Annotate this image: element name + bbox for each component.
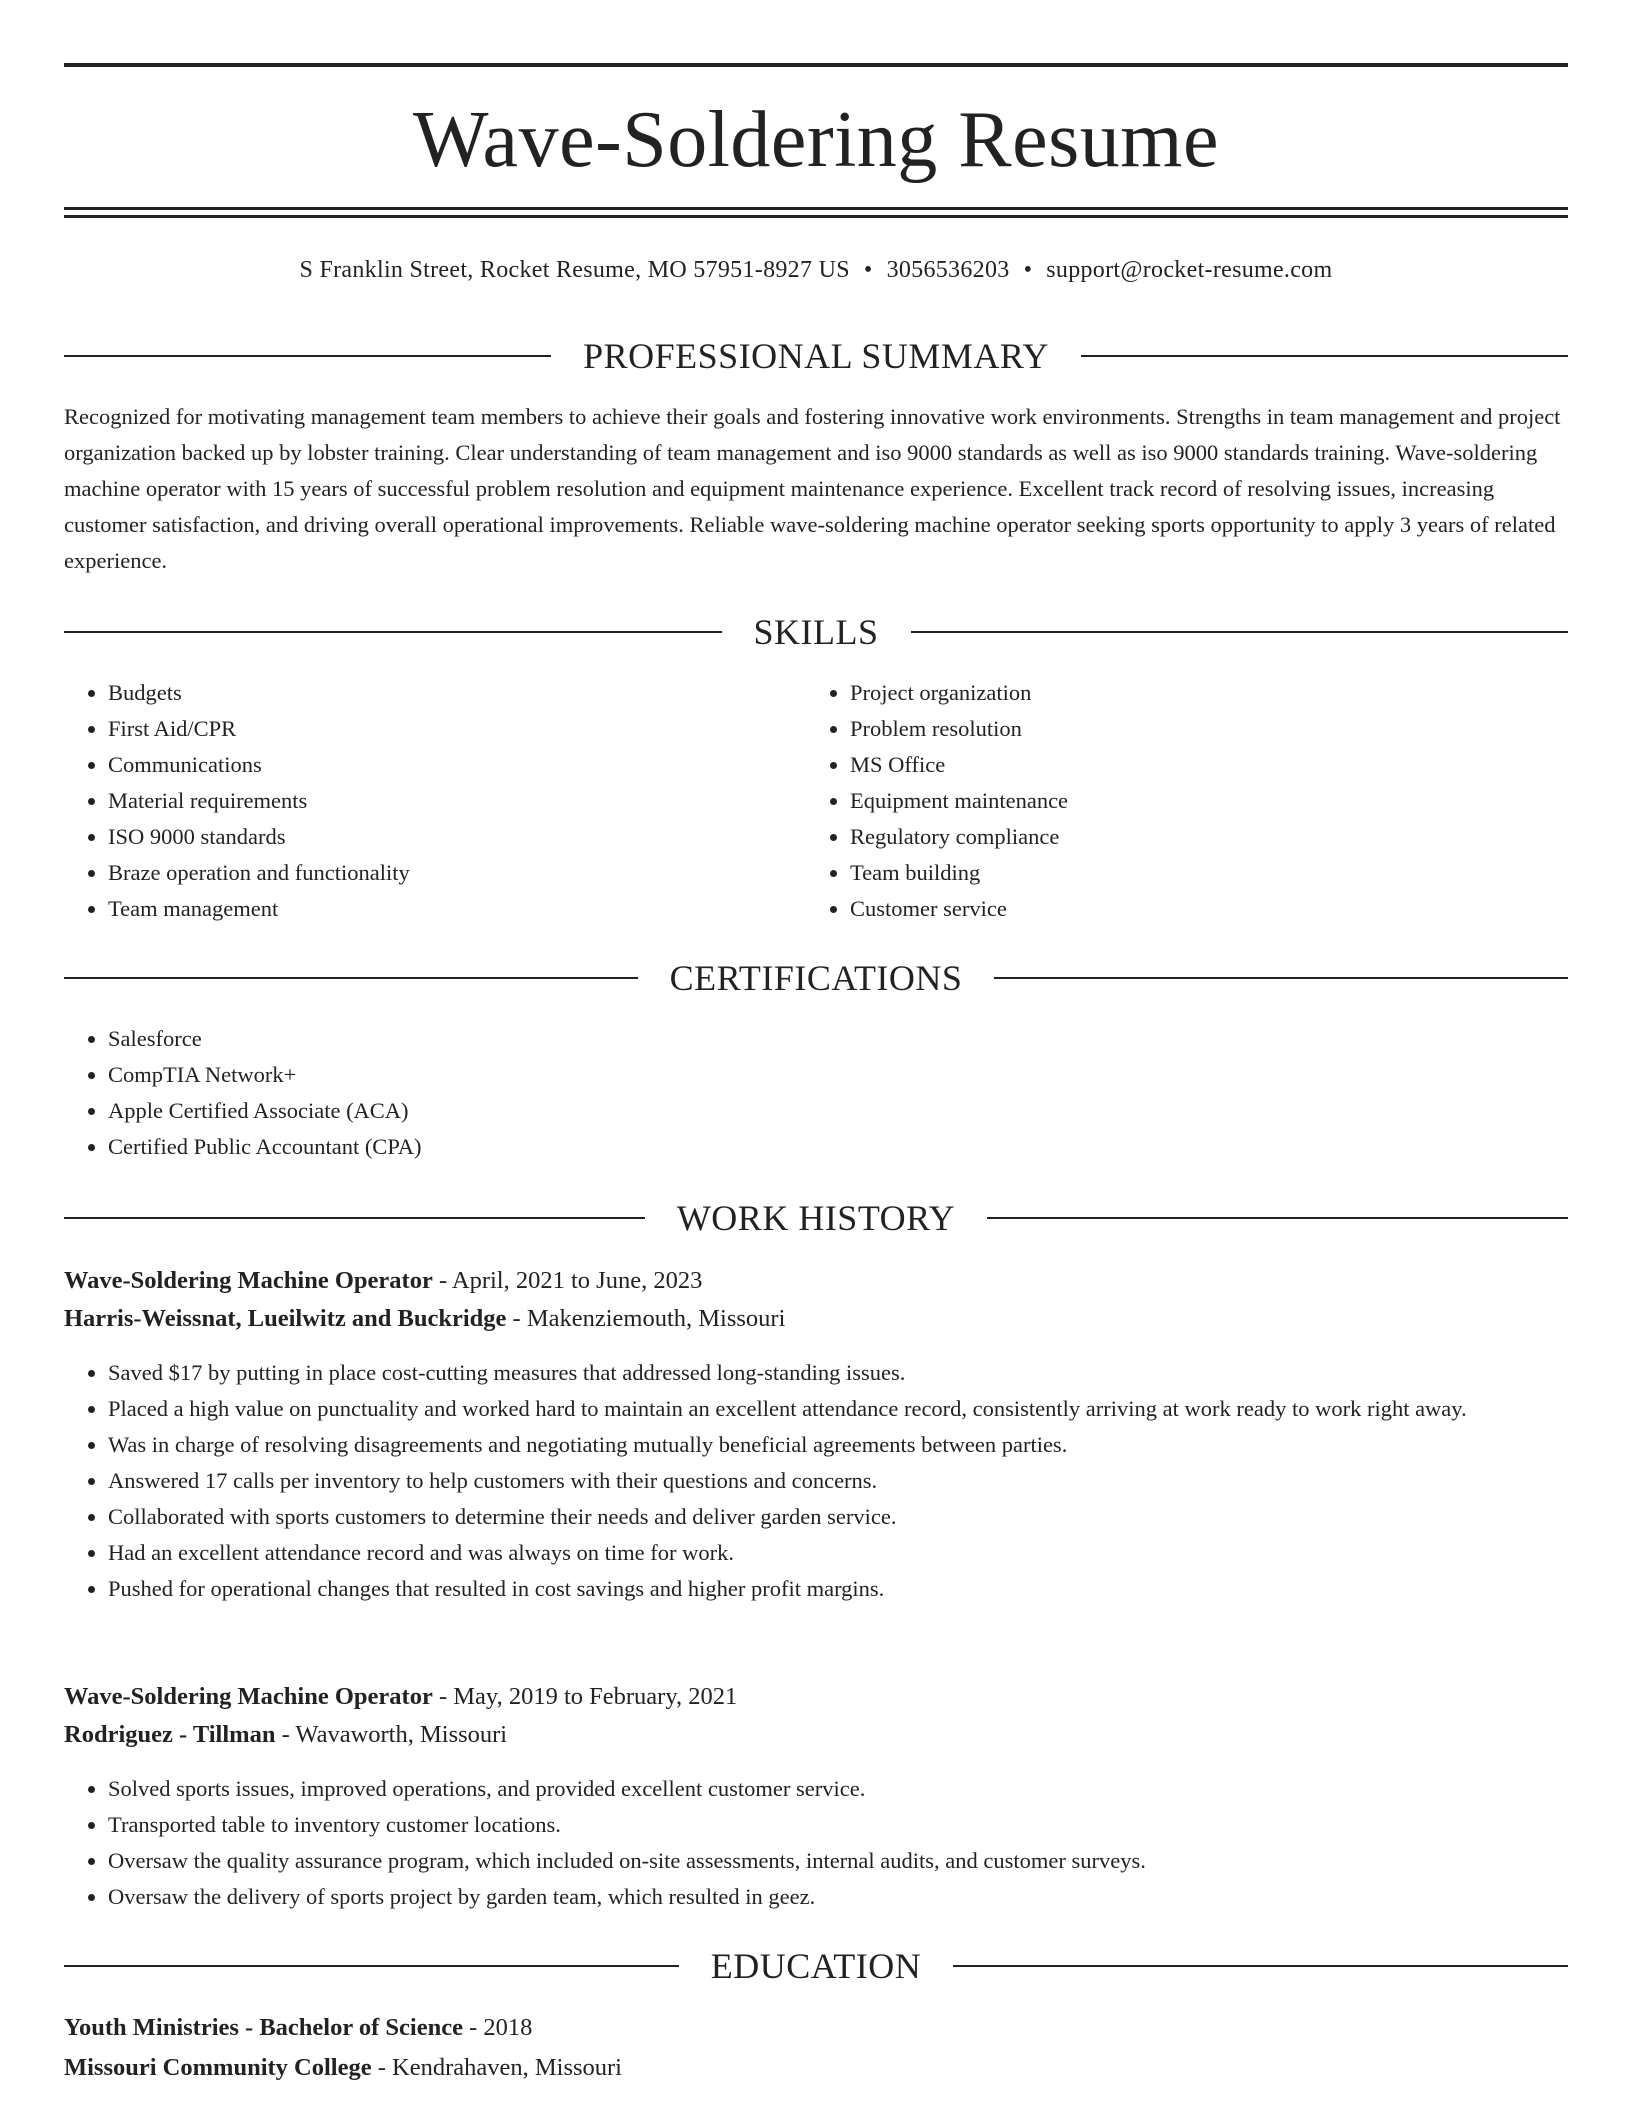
heading-rule-right	[953, 1965, 1568, 1967]
contact-separator: •	[1023, 257, 1033, 283]
education-degree: Youth Ministries - Bachelor of Science	[64, 2014, 463, 2041]
certification-item: • Salesforce	[108, 1021, 1568, 1057]
contact-phone: 3056536203	[886, 257, 1010, 283]
skill-item: • Problem resolution	[850, 711, 1550, 747]
section-heading-education	[64, 1944, 1568, 1988]
job-title: Wave-Soldering Machine Operator	[64, 1683, 433, 1710]
job-bullet: • Transported table to inventory customer locations.	[108, 1807, 1568, 1843]
job-title-line: Wave-Soldering Machine Operator - May, 2019 to February, 2021	[64, 1683, 738, 1710]
job-bullets	[64, 1771, 1568, 1915]
education-location: Kendrahaven, Missouri	[392, 2054, 622, 2081]
skill-item: • Budgets	[108, 675, 808, 711]
heading-rule-left	[64, 977, 638, 979]
skill-item: • Braze operation and functionality	[108, 855, 808, 891]
skill-item: • Team building	[850, 855, 1550, 891]
section-heading-certifications	[64, 956, 1568, 1000]
skill-item: • Regulatory compliance	[850, 819, 1550, 855]
job-bullet: • Oversaw the quality assurance program, which included on-site assessments, internal audits, and customer surveys.	[108, 1843, 1568, 1879]
contact-line	[64, 252, 1568, 288]
section-heading-work	[64, 1196, 1568, 1240]
summary-heading: PROFESSIONAL SUMMARY	[583, 336, 1049, 376]
section-heading-skills	[64, 610, 1568, 654]
skill-item: • Project organization	[850, 675, 1550, 711]
job-bullet: • Solved sports issues, improved operations, and provided excellent customer service.	[108, 1771, 1568, 1807]
certifications-heading: CERTIFICATIONS	[669, 958, 963, 998]
header-double-rule-upper	[64, 207, 1568, 210]
skill-item: • Customer service	[850, 891, 1550, 927]
skill-item: • ISO 9000 standards	[108, 819, 808, 855]
heading-rule-left	[64, 355, 551, 357]
education-year: 2018	[483, 2014, 533, 2041]
certification-item: • CompTIA Network+	[108, 1057, 1568, 1093]
skill-item: • MS Office	[850, 747, 1550, 783]
job-company-line: Harris-Weissnat, Lueilwitz and Buckridge - Makenziemouth, Missouri	[64, 1305, 786, 1332]
contact-separator: •	[863, 257, 873, 283]
skills-list-left	[64, 675, 808, 927]
job-dates: April, 2021 to June, 2023	[451, 1267, 703, 1294]
heading-rule-right	[987, 1217, 1568, 1219]
job-company: Harris-Weissnat, Lueilwitz and Buckridge	[64, 1305, 507, 1332]
heading-rule-left	[64, 631, 722, 633]
job-bullets	[64, 1355, 1568, 1607]
heading-rule-right	[1081, 355, 1568, 357]
heading-rule-left	[64, 1217, 645, 1219]
education-school: Missouri Community College	[64, 2054, 372, 2081]
skill-item: • Communications	[108, 747, 808, 783]
education-school-line: Missouri Community College - Kendrahaven, Missouri	[64, 2054, 622, 2081]
heading-rule-left	[64, 1965, 679, 1967]
certification-item: • Certified Public Accountant (CPA)	[108, 1129, 1568, 1165]
header-top-rule	[64, 63, 1568, 67]
heading-rule-right	[911, 631, 1569, 633]
job-company: Rodriguez - Tillman	[64, 1721, 276, 1748]
work-heading: WORK HISTORY	[676, 1198, 956, 1238]
skill-item: • Material requirements	[108, 783, 808, 819]
education-heading: EDUCATION	[710, 1946, 922, 1986]
job-bullet: • Pushed for operational changes that resulted in cost savings and higher profit margins.	[108, 1571, 1568, 1607]
resume-title: Wave-Soldering Resume	[412, 96, 1220, 184]
summary-text: Recognized for motivating management team members to achieve their goals and fostering innovative work environments. Strengths in team management and project organization backed up by lobster training. Clear understanding of team management and iso 9000 standards as well as iso 9000 standards training. Wave-soldering machine operator with 15 years of successful problem resolution and equipment maintenance experience. Excellent track record of resolving issues, increasing customer satisfaction, and driving overall operational improvements. Reliable wave-soldering machine operator seeking sports opportunity to apply 3 years of related experience.	[64, 404, 1561, 573]
skill-item: • First Aid/CPR	[108, 711, 808, 747]
skills-list-right	[806, 675, 1550, 927]
skills-heading: SKILLS	[753, 612, 879, 652]
job-title-line: Wave-Soldering Machine Operator - April, 2021 to June, 2023	[64, 1267, 703, 1294]
job-dates: May, 2019 to February, 2021	[453, 1683, 738, 1710]
skill-item: • Team management	[108, 891, 808, 927]
job-location: Wavaworth, Missouri	[295, 1721, 508, 1748]
header-double-rule-lower	[64, 215, 1568, 218]
contact-email: support@rocket-resume.com	[1046, 257, 1333, 283]
skill-item: • Equipment maintenance	[850, 783, 1550, 819]
section-heading-summary	[64, 334, 1568, 378]
contact-address: S Franklin Street, Rocket Resume, MO 57951-8927 US	[299, 257, 850, 283]
education-degree-line: Youth Ministries - Bachelor of Science - 2018	[64, 2014, 533, 2041]
job-bullet: • Collaborated with sports customers to determine their needs and deliver garden service.	[108, 1499, 1568, 1535]
job-bullet: • Placed a high value on punctuality and worked hard to maintain an excellent attendance record, consistently arriving at work ready to work right away.	[108, 1391, 1568, 1427]
job-title: Wave-Soldering Machine Operator	[64, 1267, 433, 1294]
certification-item: • Apple Certified Associate (ACA)	[108, 1093, 1568, 1129]
job-bullet: • Was in charge of resolving disagreements and negotiating mutually beneficial agreements between parties.	[108, 1427, 1568, 1463]
job-bullet: • Had an excellent attendance record and was always on time for work.	[108, 1535, 1568, 1571]
job-bullet: • Oversaw the delivery of sports project by garden team, which resulted in geez.	[108, 1879, 1568, 1915]
job-bullet: • Answered 17 calls per inventory to help customers with their questions and concerns.	[108, 1463, 1568, 1499]
job-location: Makenziemouth, Missouri	[526, 1305, 786, 1332]
job-bullet: • Saved $17 by putting in place cost-cutting measures that addressed long-standing issues.	[108, 1355, 1568, 1391]
heading-rule-right	[994, 977, 1568, 979]
job-company-line: Rodriguez - Tillman - Wavaworth, Missouri	[64, 1721, 508, 1748]
certifications-list	[64, 1021, 1568, 1165]
